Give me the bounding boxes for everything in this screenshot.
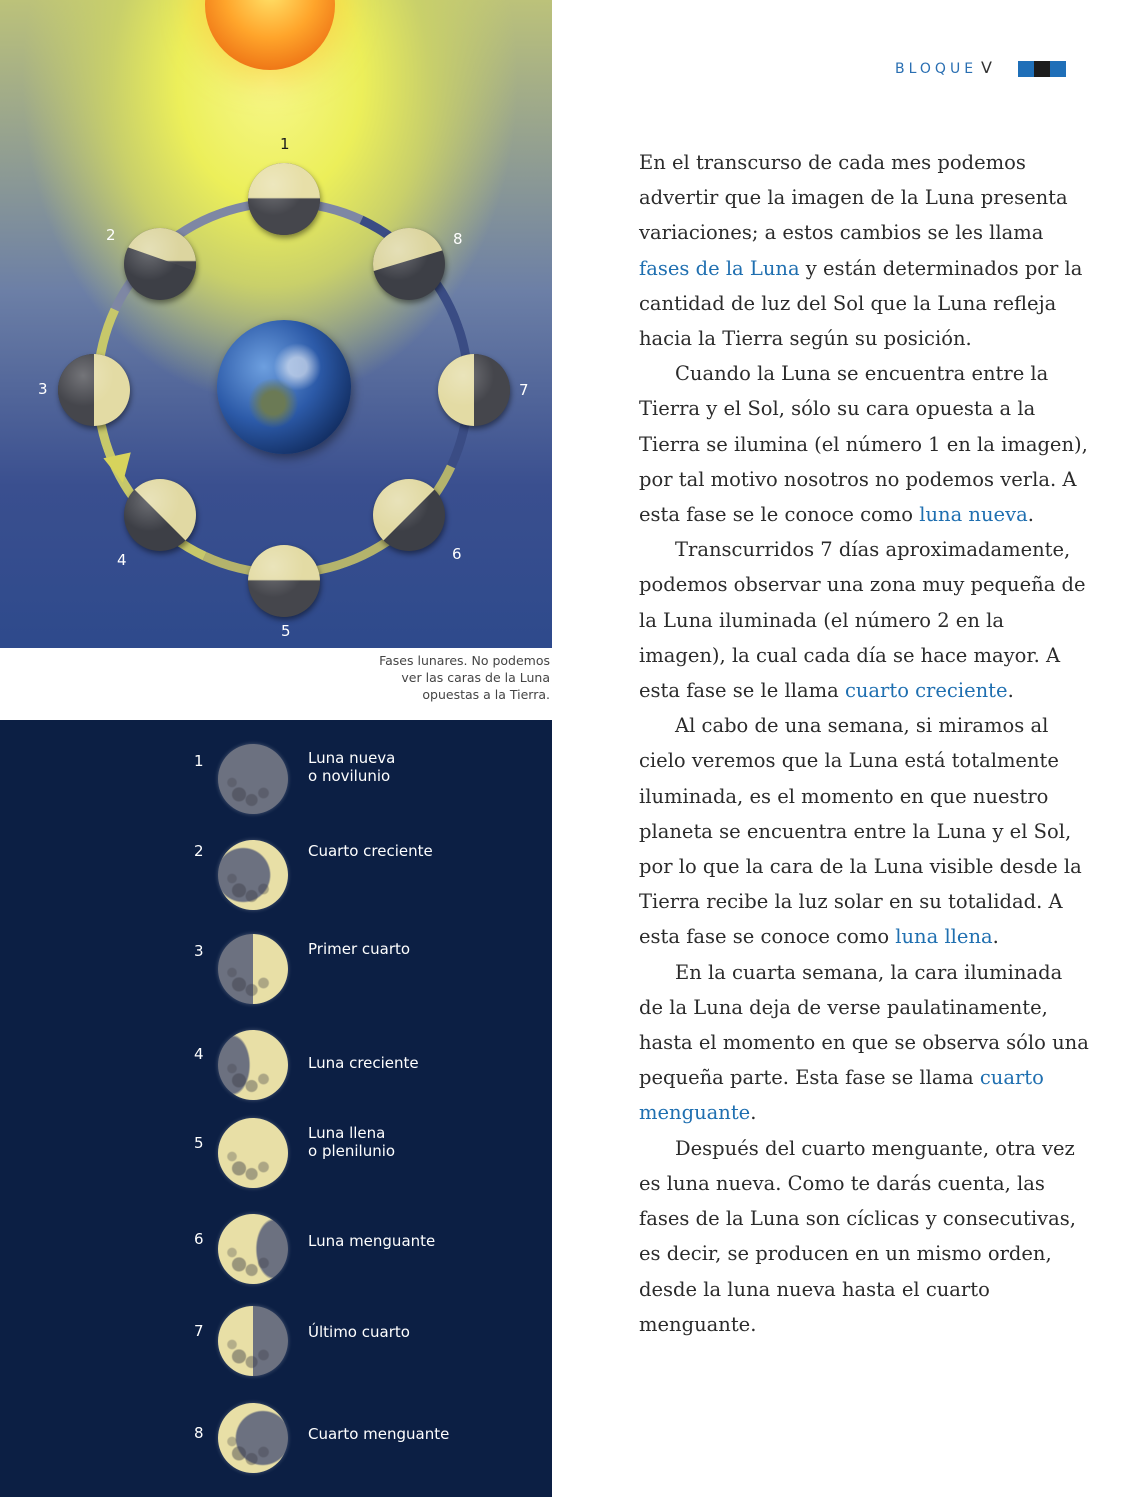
diagram-label-6: 6: [452, 545, 462, 563]
diagram-label-2: 2: [106, 226, 116, 244]
phase-number: 4: [194, 1045, 204, 1063]
keyword-luna-nueva: luna nueva: [919, 503, 1028, 527]
orbit-moon-6: [373, 479, 445, 551]
phase-row: [0, 1403, 552, 1483]
diagram-label-8: 8: [453, 230, 463, 248]
orbit-moon-3: [58, 354, 130, 426]
lunar-phases-diagram: [0, 0, 552, 648]
color-block: [1050, 61, 1066, 77]
paragraph: Cuando la Luna se encuentra entre la Tierra y el Sol, sólo su cara opuesta a la Tierra se ilumina (el número 1 en la imagen), por tal motivo nosotros no podemos verla. A esta fase se le conoce como luna nueva.: [639, 362, 1088, 527]
orbit-moon-1: [248, 163, 320, 235]
paragraph: Al cabo de una semana, si miramos al cielo veremos que la Luna está totalmente iluminada, es el momento en que nuestro planeta se encuentra entre la Luna y el Sol, por lo que la cara de la Luna visible desde la Tierra recibe la luz solar en su totalidad. A esta fase se conoce como luna llena.: [639, 714, 1082, 949]
orbit-moon-7: [438, 354, 510, 426]
phase-moon-waxing-gibbous: [218, 1030, 288, 1100]
phase-row: [0, 1306, 552, 1386]
section-label: BLOQUE: [895, 61, 978, 77]
phase-number: 7: [194, 1322, 204, 1340]
orbit-moon-8: [373, 228, 445, 300]
phase-moon-first-quarter: [218, 934, 288, 1004]
earth-illustration: [217, 320, 351, 454]
phase-moon-last-quarter: [218, 1306, 288, 1376]
phase-row: [0, 934, 552, 1014]
phase-number: 6: [194, 1230, 204, 1248]
orbit-moon-2: [124, 228, 196, 300]
phase-number: 8: [194, 1424, 204, 1442]
phase-number: 1: [194, 752, 204, 770]
phase-row: [0, 744, 552, 824]
caption-line: Fases lunares. No podemos: [379, 653, 550, 668]
keyword-luna-llena: luna llena: [895, 925, 993, 949]
orbit-moon-5: [248, 545, 320, 617]
paragraph: Transcurridos 7 días aproximadamente, podemos observar una zona muy pequeña de la Luna iluminada (el número 2 en la imagen), la cual cada día se hace mayor. A esta fase se le llama cuarto creciente.: [639, 538, 1086, 703]
phase-number: 3: [194, 942, 204, 960]
phase-label: Luna llena o plenilunio: [308, 1124, 396, 1160]
phase-label: Cuarto menguante: [308, 1425, 450, 1443]
body-text: [639, 145, 1089, 1342]
phase-moon-new: [218, 744, 288, 814]
sun-illustration: [205, 0, 335, 70]
diagram-label-3: 3: [38, 380, 48, 398]
diagram-caption: [290, 652, 550, 703]
keyword-fases-de-la-luna: fases de la Luna: [639, 256, 800, 280]
phase-label: Cuarto creciente: [308, 842, 433, 860]
phase-row: [0, 840, 552, 920]
orbit-moon-4: [124, 479, 196, 551]
keyword-cuarto-menguante: cuarto menguante: [639, 1066, 1044, 1125]
phase-number: 5: [194, 1134, 204, 1152]
phase-moon-full: [218, 1118, 288, 1188]
section-header: [895, 58, 992, 77]
diagram-label-5: 5: [281, 622, 291, 640]
phase-row: [0, 1030, 552, 1110]
diagram-label-4: 4: [117, 551, 127, 569]
phase-moon-waning-gibbous: [218, 1214, 288, 1284]
diagram-label-1: 1: [280, 135, 290, 153]
section-number: V: [981, 58, 992, 77]
phase-row: [0, 1118, 552, 1198]
caption-line: opuestas a la Tierra.: [422, 687, 550, 702]
phase-label: Primer cuarto: [308, 940, 411, 958]
keyword-cuarto-creciente: cuarto creciente: [844, 679, 1008, 703]
diagram-label-7: 7: [519, 381, 529, 399]
paragraph: Después del cuarto menguante, otra vez es luna nueva. Como te darás cuenta, las fases de la Luna son cíclicas y consecutivas, es decir, se producen en un mismo orden, desde la luna nueva hasta el cuarto menguante.: [639, 1136, 1076, 1336]
phase-moon-waning-crescent: [218, 1403, 288, 1473]
caption-line: ver las caras de la Luna: [401, 670, 550, 685]
phase-number: 2: [194, 842, 204, 860]
phase-row: [0, 1214, 552, 1294]
color-block: [1034, 61, 1050, 77]
paragraph: En el transcurso de cada mes podemos advertir que la imagen de la Luna presenta variaciones; a estos cambios se les llama fases de la Luna y están determinados por la cantidad de luz del Sol que la Luna refleja hacia la Tierra según su posición.: [639, 151, 1083, 351]
phase-moon-waxing-crescent: [218, 840, 288, 910]
phase-label: Luna menguante: [308, 1232, 436, 1250]
phase-label: Último cuarto: [308, 1323, 410, 1341]
paragraph: En la cuarta semana, la cara iluminada de la Luna deja de verse paulatinamente, hasta el momento en que se observa sólo una pequeña parte. Esta fase se llama cuarto menguante.: [639, 960, 1089, 1125]
phase-label: Luna creciente: [308, 1054, 419, 1072]
color-block: [1018, 61, 1034, 77]
phase-label: Luna nueva o novilunio: [308, 749, 396, 785]
phases-panel: [0, 720, 552, 1497]
